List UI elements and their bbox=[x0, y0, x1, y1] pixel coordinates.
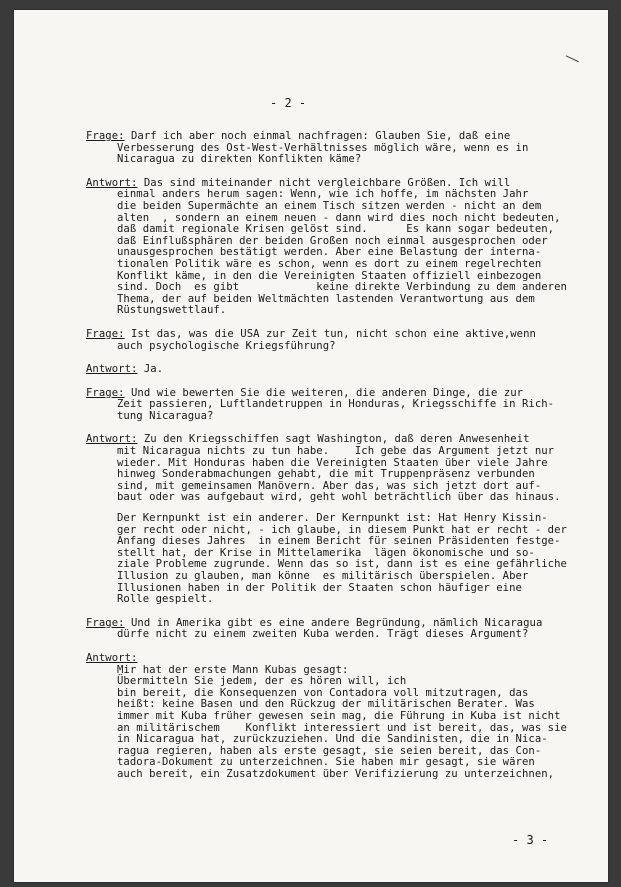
line-text: tadora-Dokument zu unterzeichnen. Sie haben mir gesagt, sie wären bbox=[117, 756, 535, 769]
line-text: bin bereit, die Konsequenzen von Contadora voll mitzutragen, das bbox=[117, 686, 529, 699]
text-line: Illusionen haben in der Politik der Staaten schon häufiger eine bbox=[117, 581, 522, 594]
line-text: wieder. Mit Honduras haben die Vereinigten Staaten über viele Jahre bbox=[117, 456, 548, 469]
page-number: - 2 - bbox=[270, 96, 307, 110]
line-text: ragua regieren, haben als erste gesagt, sie seien bereit, das Con- bbox=[117, 744, 542, 757]
question-block bbox=[86, 388, 586, 423]
line-text: Ja. bbox=[137, 363, 164, 376]
line-text: tung Nicaragua? bbox=[117, 409, 214, 422]
next-page-marker: - 3 - bbox=[512, 833, 549, 847]
line-text: Ist das, was die USA zur Zeit tun, nicht schon eine aktive,wenn bbox=[124, 327, 536, 340]
line-text: baut oder was aufgebaut wird, geht wohl beträchtlich über das hinaus. bbox=[117, 491, 561, 504]
line-text: die beiden Supermächte an einem Tisch sitzen werden - nicht an dem bbox=[117, 199, 542, 212]
text-line bbox=[86, 341, 586, 353]
line-text: mit Nicaragua nichts zu tun habe. Ich gebe das Argument jetzt nur bbox=[117, 445, 555, 458]
speaker-label: Antwort: bbox=[86, 176, 138, 189]
text-line bbox=[86, 154, 586, 166]
text-line bbox=[86, 629, 586, 641]
answer-paragraph bbox=[86, 513, 586, 606]
answer-block bbox=[86, 434, 586, 605]
line-text: Rüstungswettlauf. bbox=[117, 304, 227, 317]
line-text: Verbesserung des Ost-West-Verhältnisses möglich wäre, wenn es in bbox=[117, 141, 529, 154]
line-text: sind, mit gemeinsamen Manövern. Aber das, was sich jetzt dort auf- bbox=[117, 479, 542, 492]
line-text: Übermitteln Sie jedem, der es hören will, ich bbox=[117, 675, 407, 688]
scan-mark bbox=[563, 55, 579, 67]
line-text: tionalen Politik wäre es schon, wenn es dort zu einem regelrechten bbox=[117, 257, 542, 270]
document-page bbox=[14, 10, 608, 882]
question-block bbox=[86, 618, 586, 641]
question-block bbox=[86, 131, 586, 166]
line-text: daß Einflußsphären der beiden Großen noch einmal ausgesprochen oder bbox=[117, 234, 548, 247]
text-line bbox=[86, 411, 586, 423]
line-text: heißt: keine Basen und den Rückzug der militärischen Berater. Was bbox=[117, 698, 535, 711]
answer-block bbox=[86, 653, 586, 781]
speaker-label: Frage: bbox=[86, 386, 125, 399]
line-text: in Nicaragua hat, zurückzuziehen. Und die Sandinisten, die in Nica- bbox=[117, 733, 548, 746]
text-line: stellt hat, der Krise in Mittelamerika lägen ökonomische und so- bbox=[117, 546, 535, 559]
text-line: Anfang dieses Jahres in einem Bericht für seinen Präsidenten festge- bbox=[117, 535, 561, 548]
line-text: Darf ich aber noch einmal nachfragen: Glauben Sie, daß eine bbox=[124, 130, 511, 142]
line-text: Konflikt käme, in den die Vereinigten Staaten offiziell einbezogen bbox=[117, 269, 542, 282]
line-text: Nicaragua zu direkten Konflikten käme? bbox=[117, 153, 362, 166]
line-text: Und in Amerika gibt es eine andere Begründung, nämlich Nicaragua bbox=[124, 616, 543, 629]
speaker-label: Frage: bbox=[86, 616, 125, 629]
interview-text bbox=[86, 131, 586, 793]
line-text: auch psychologische Kriegsführung? bbox=[117, 339, 336, 352]
line-text: Zeit passieren, Luftlandetruppen in Honduras, Kriegsschiffe in Rich- bbox=[117, 398, 555, 411]
text-line bbox=[86, 305, 586, 317]
line-text: Zu den Kriegsschiffen sagt Washington, daß deren Anwesenheit bbox=[137, 433, 530, 446]
line-text: daß damit regionale Krisen gelöst sind. Es kann sogar bedeuten, bbox=[117, 223, 555, 236]
line-text: hinweg Sonderabmachungen gehabt, die mit Truppenpräsenz verbunden bbox=[117, 468, 535, 481]
answer-block bbox=[86, 178, 586, 317]
text-line: ger recht oder nicht, - ich glaube, in diesem Punkt hat er recht - der bbox=[117, 523, 567, 536]
line-text: einmal anders herum sagen: Wenn, wie ich hoffe, im nächsten Jahr bbox=[117, 188, 529, 201]
line-text: Das sind miteinander nicht vergleichbare Größen. Ich will bbox=[137, 176, 511, 189]
text-line: ziale Probleme zugrunde. Wenn das so ist, dann ist es eine gefährliche bbox=[117, 558, 567, 571]
speaker-label: Frage: bbox=[86, 327, 125, 340]
line-text: Mir hat der erste Mann Kubas gesagt: bbox=[117, 663, 349, 676]
speaker-label: Frage: bbox=[86, 130, 125, 142]
speaker-label: Antwort: bbox=[86, 433, 138, 446]
text-line: Der Kernpunkt ist ein anderer. Der Kernpunkt ist: Hat Henry Kissin- bbox=[117, 512, 548, 525]
text-line bbox=[86, 364, 586, 376]
text-line: Illusion zu glauben, man könne es militärisch überspielen. Aber bbox=[117, 570, 529, 582]
speaker-label: Antwort: bbox=[86, 363, 138, 376]
question-block bbox=[86, 329, 586, 352]
line-text: alten , sondern an einem neuen - dann wird dies noch nicht bedeuten, bbox=[117, 211, 561, 224]
line-text: unausgesprochen bestätigt werden. Aber eine Belastung der interna- bbox=[117, 246, 542, 259]
text-line: Rolle gespielt. bbox=[117, 593, 214, 606]
answer-block bbox=[86, 364, 586, 376]
text-line bbox=[86, 769, 586, 781]
line-text: an militärischem Konflikt interessiert und ist bereit, das, was sie bbox=[117, 721, 567, 734]
line-text: auch bereit, ein Zusatzdokument über Verifizierung zu unterzeichnen, bbox=[117, 767, 555, 780]
line-text: Thema, der auf beiden Weltmächten lastenden Verantwortung aus dem bbox=[117, 292, 535, 305]
text-line bbox=[86, 492, 586, 504]
line-text: immer mit Kuba früher gewesen sein mag, die Führung in Kuba ist nicht bbox=[117, 709, 561, 722]
line-text: Und wie bewerten Sie die weiteren, die anderen Dinge, die zur bbox=[124, 386, 524, 399]
line-text: dürfe nicht zu einem zweiten Kuba werden. Trägt dieses Argument? bbox=[117, 628, 529, 641]
line-text: sind. Doch es gibt keine direkte Verbindung zu dem anderen bbox=[117, 281, 567, 294]
speaker-label: Antwort: bbox=[86, 651, 138, 664]
